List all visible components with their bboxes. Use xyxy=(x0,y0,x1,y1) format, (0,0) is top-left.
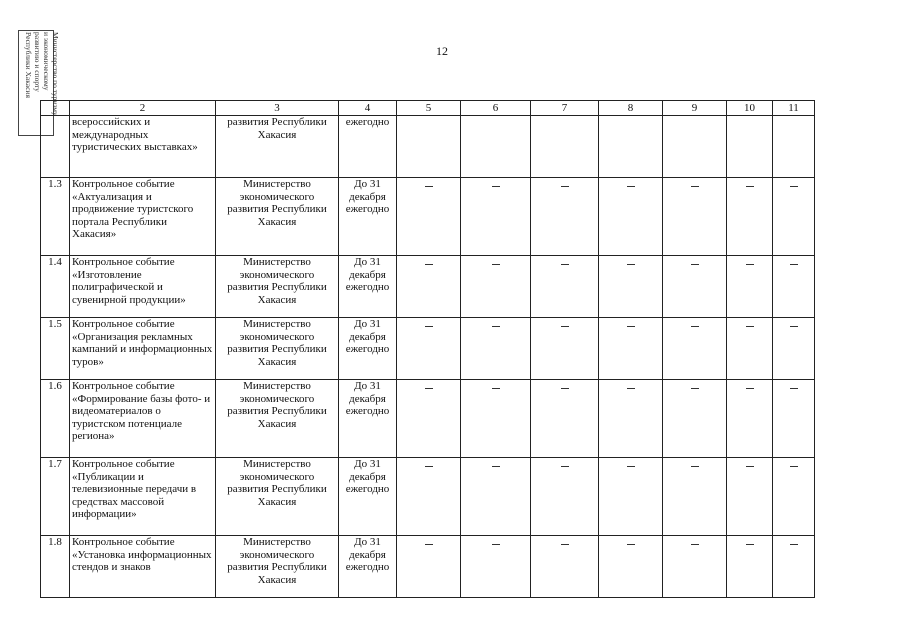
value-col-7 xyxy=(531,536,599,598)
dash-mark xyxy=(790,544,798,545)
value-col-5 xyxy=(397,458,461,536)
dash-mark xyxy=(492,544,500,545)
value-col-8 xyxy=(599,256,663,318)
row-number: 1.6 xyxy=(41,380,70,458)
dash-mark xyxy=(561,264,569,265)
dash-mark xyxy=(691,544,699,545)
header-col-1 xyxy=(41,101,70,116)
deadline: До 31 декабря ежегодно xyxy=(339,318,397,380)
value-col-6 xyxy=(461,380,531,458)
value-col-11 xyxy=(773,318,815,380)
header-col-11: 11 xyxy=(773,101,815,116)
dash-mark xyxy=(425,264,433,265)
stamp-line: и экономическому xyxy=(42,32,51,91)
dash-mark xyxy=(790,186,798,187)
dash-mark xyxy=(492,388,500,389)
executor: Министерство экономического развития Республики Хакасия xyxy=(216,380,339,458)
dash-mark xyxy=(746,388,754,389)
event-name: Контрольное событие «Организация рекламных кампаний и информационных туров» xyxy=(70,318,216,380)
value-col-6 xyxy=(461,318,531,380)
header-col-9: 9 xyxy=(663,101,727,116)
event-name: Контрольное событие «Формирование базы фото- и видеоматериалов о туристском потенциале региона» xyxy=(70,380,216,458)
dash-mark xyxy=(746,326,754,327)
value-col-7 xyxy=(531,178,599,256)
value-col-5 xyxy=(397,256,461,318)
stamp-line: Республики Хакасия xyxy=(24,32,33,98)
value-col-10 xyxy=(727,256,773,318)
header-col-6: 6 xyxy=(461,101,531,116)
dash-mark xyxy=(790,388,798,389)
value-col-9 xyxy=(663,536,727,598)
value-col-6 xyxy=(461,458,531,536)
dash-mark xyxy=(561,326,569,327)
dash-mark xyxy=(425,388,433,389)
value-col-7 xyxy=(531,380,599,458)
row-number xyxy=(41,116,70,178)
value-col-7 xyxy=(531,318,599,380)
value-col-8 xyxy=(599,380,663,458)
executor: Министерство экономического развития Республики Хакасия xyxy=(216,536,339,598)
plan-table xyxy=(40,100,815,598)
table-row xyxy=(41,178,815,256)
value-col-9 xyxy=(663,178,727,256)
executor: развития Республики Хакасия xyxy=(216,116,339,178)
value-col-10 xyxy=(727,458,773,536)
header-row xyxy=(41,101,815,116)
dash-mark xyxy=(561,388,569,389)
event-name: Контрольное событие «Установка информационных стендов и знаков xyxy=(70,536,216,598)
header-col-8: 8 xyxy=(599,101,663,116)
deadline: До 31 декабря ежегодно xyxy=(339,256,397,318)
dash-mark xyxy=(425,326,433,327)
dash-mark xyxy=(691,264,699,265)
dash-mark xyxy=(627,544,635,545)
value-col-9 xyxy=(663,318,727,380)
value-col-10 xyxy=(727,380,773,458)
value-col-11 xyxy=(773,380,815,458)
value-col-7 xyxy=(531,116,599,178)
table-row xyxy=(41,256,815,318)
dash-mark xyxy=(746,466,754,467)
header-col-7: 7 xyxy=(531,101,599,116)
deadline: До 31 декабря ежегодно xyxy=(339,380,397,458)
dash-mark xyxy=(492,186,500,187)
header-col-4: 4 xyxy=(339,101,397,116)
value-col-5 xyxy=(397,116,461,178)
row-number: 1.4 xyxy=(41,256,70,318)
value-col-5 xyxy=(397,536,461,598)
table-body xyxy=(41,116,815,598)
deadline: До 31 декабря ежегодно xyxy=(339,178,397,256)
dash-mark xyxy=(746,186,754,187)
table-row xyxy=(41,116,815,178)
row-number: 1.7 xyxy=(41,458,70,536)
value-col-11 xyxy=(773,536,815,598)
header-col-5: 5 xyxy=(397,101,461,116)
value-col-9 xyxy=(663,380,727,458)
value-col-10 xyxy=(727,318,773,380)
dash-mark xyxy=(790,466,798,467)
dash-mark xyxy=(746,544,754,545)
value-col-5 xyxy=(397,380,461,458)
value-col-7 xyxy=(531,256,599,318)
event-name: всероссийских и международных туристических выставках» xyxy=(70,116,216,178)
deadline: До 31 декабря ежегодно xyxy=(339,458,397,536)
value-col-9 xyxy=(663,458,727,536)
dash-mark xyxy=(691,186,699,187)
dash-mark xyxy=(492,264,500,265)
table-row xyxy=(41,536,815,598)
header-col-2: 2 xyxy=(70,101,216,116)
value-col-11 xyxy=(773,178,815,256)
dash-mark xyxy=(627,388,635,389)
dash-mark xyxy=(627,466,635,467)
deadline: ежегодно xyxy=(339,116,397,178)
dash-mark xyxy=(691,326,699,327)
table-row xyxy=(41,458,815,536)
value-col-11 xyxy=(773,458,815,536)
value-col-6 xyxy=(461,256,531,318)
value-col-8 xyxy=(599,318,663,380)
value-col-8 xyxy=(599,178,663,256)
table-row xyxy=(41,318,815,380)
table-row xyxy=(41,380,815,458)
event-name: Контрольное событие «Актуализация и продвижение туристского портала Республики Хакасия» xyxy=(70,178,216,256)
value-col-9 xyxy=(663,256,727,318)
dash-mark xyxy=(561,186,569,187)
dash-mark xyxy=(492,326,500,327)
row-number: 1.8 xyxy=(41,536,70,598)
dash-mark xyxy=(790,326,798,327)
deadline: До 31 декабря ежегодно xyxy=(339,536,397,598)
value-col-10 xyxy=(727,536,773,598)
dash-mark xyxy=(746,264,754,265)
header-col-10: 10 xyxy=(727,101,773,116)
value-col-5 xyxy=(397,178,461,256)
value-col-10 xyxy=(727,178,773,256)
event-name: Контрольное событие «Изготовление полиграфической и сувенирной продукции» xyxy=(70,256,216,318)
value-col-6 xyxy=(461,178,531,256)
header-col-3: 3 xyxy=(216,101,339,116)
dash-mark xyxy=(627,326,635,327)
dash-mark xyxy=(627,186,635,187)
dash-mark xyxy=(790,264,798,265)
dash-mark xyxy=(425,186,433,187)
value-col-8 xyxy=(599,458,663,536)
stamp-line: Министерство по туризму xyxy=(51,32,60,116)
value-col-6 xyxy=(461,536,531,598)
value-col-6 xyxy=(461,116,531,178)
value-col-11 xyxy=(773,116,815,178)
value-col-7 xyxy=(531,458,599,536)
executor: Министерство экономического развития Республики Хакасия xyxy=(216,256,339,318)
dash-mark xyxy=(561,544,569,545)
dash-mark xyxy=(561,466,569,467)
executor: Министерство экономического развития Республики Хакасия xyxy=(216,318,339,380)
executor: Министерство экономического развития Республики Хакасия xyxy=(216,178,339,256)
value-col-10 xyxy=(727,116,773,178)
value-col-11 xyxy=(773,256,815,318)
page-number: 12 xyxy=(436,44,448,58)
row-number: 1.3 xyxy=(41,178,70,256)
event-name: Контрольное событие «Публикации и телевизионные передачи в средствах массовой информации» xyxy=(70,458,216,536)
dash-mark xyxy=(425,466,433,467)
stamp-line: развитию и спорту xyxy=(33,32,42,92)
value-col-5 xyxy=(397,318,461,380)
dash-mark xyxy=(691,388,699,389)
value-col-8 xyxy=(599,116,663,178)
row-number: 1.5 xyxy=(41,318,70,380)
dash-mark xyxy=(492,466,500,467)
value-col-9 xyxy=(663,116,727,178)
value-col-8 xyxy=(599,536,663,598)
executor: Министерство экономического развития Республики Хакасия xyxy=(216,458,339,536)
dash-mark xyxy=(691,466,699,467)
dash-mark xyxy=(425,544,433,545)
dash-mark xyxy=(627,264,635,265)
